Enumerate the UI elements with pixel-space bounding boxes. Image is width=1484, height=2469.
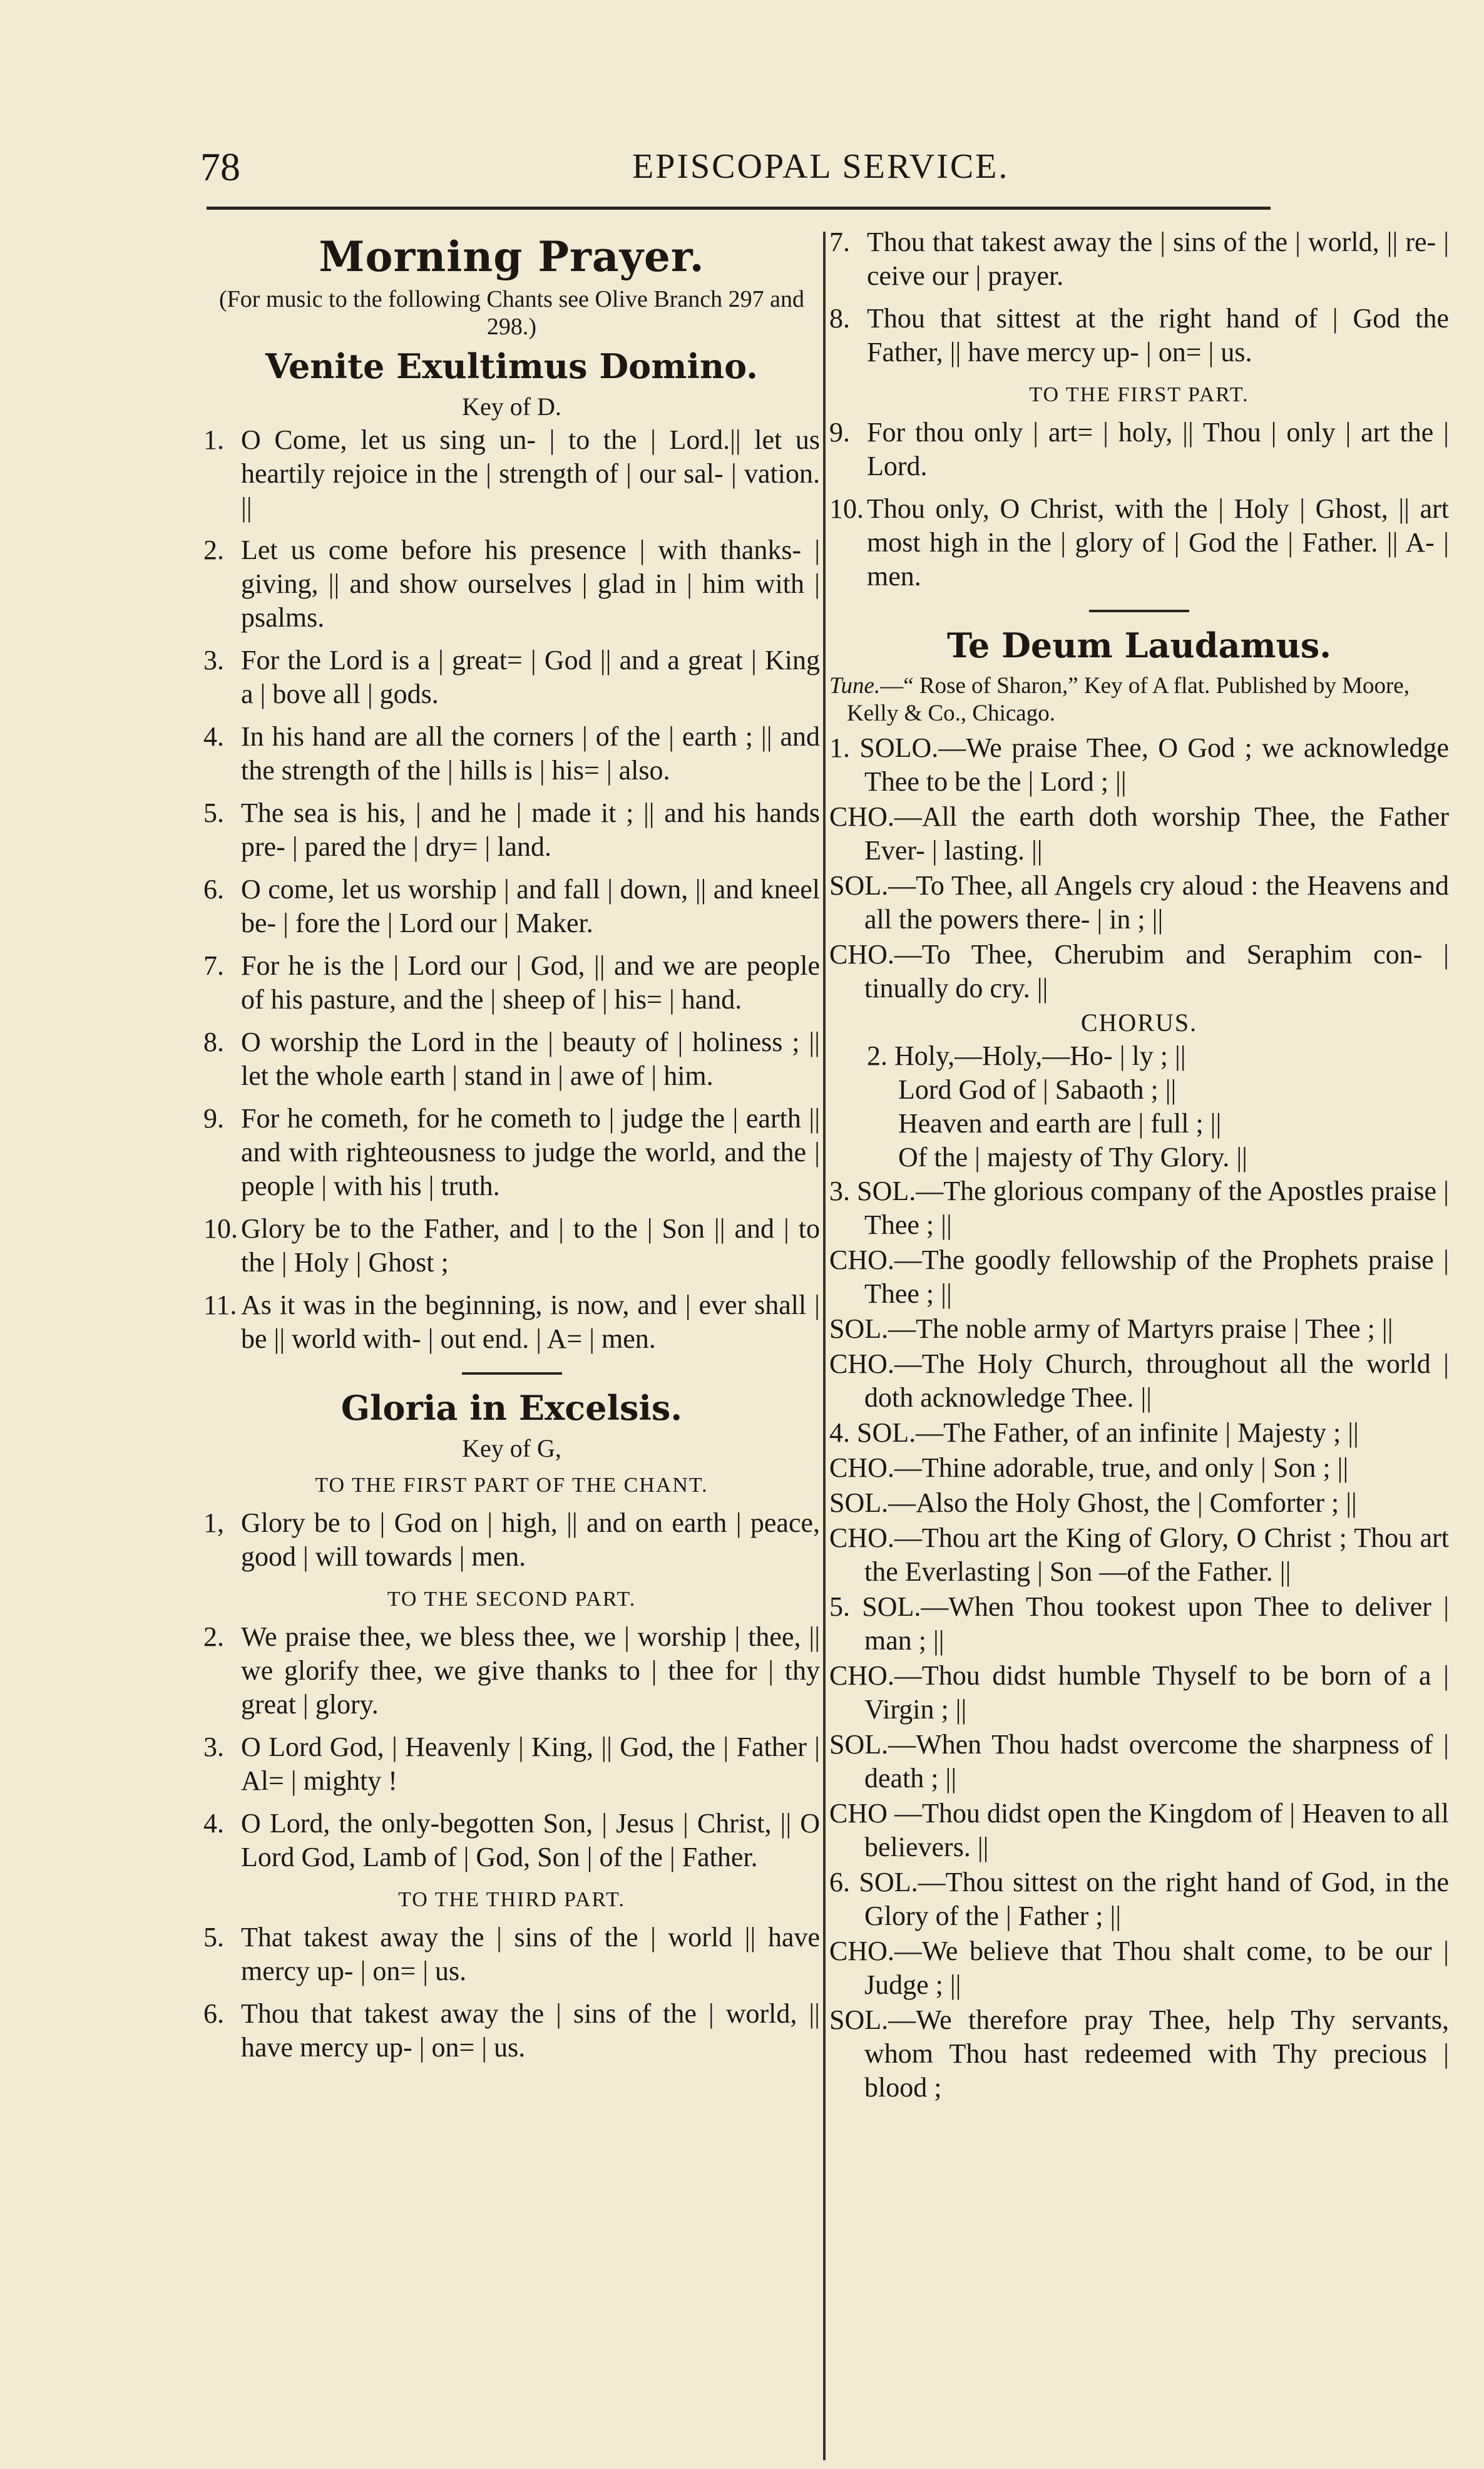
chant-entry: 5. SOL.—When Thou tookest upon Thee to deliver | man ; || [829, 1591, 1449, 1656]
chorus-number: 2. [867, 1040, 894, 1071]
verse [829, 416, 1449, 483]
verse-text: Thou that sittest at the right hand of | God the Father, || have mercy up- | on= | us. [867, 303, 1449, 367]
verse-number: 10. [829, 493, 864, 524]
music-note: (For music to the following Chants see Olive Branch 297 and 298.) [218, 286, 805, 340]
tune-text: —“ Rose of Sharon,” Key of A flat. Published by Moore, Kelly & Co., Chicago. [847, 673, 1410, 726]
section-rule [1089, 610, 1189, 612]
verse-text: O worship the Lord in the | beauty of | holiness ; || let the whole earth | stand in | awe of | him. [241, 1027, 820, 1091]
chant-entry: 4. SOL.—The Father, of an infinite | Majesty ; || [829, 1417, 1359, 1448]
verse-text: O come, let us worship | and fall | down, || and kneel be- | fore the | Lord our | Maker. [241, 874, 820, 938]
verse-number: 1. [203, 424, 224, 455]
part-heading: TO THE FIRST PART. [1029, 383, 1249, 406]
verse-number: 7. [829, 227, 850, 257]
verse [203, 1730, 820, 1798]
right-column [829, 225, 1449, 2106]
verse-number: 2. [203, 535, 224, 565]
verse-text: Glory be to | God on | high, || and on earth | peace, good | will towards | men. [241, 1507, 820, 1572]
running-title: EPISCOPAL SERVICE. [632, 147, 1010, 186]
chorus-line: Heaven and earth are | full ; || [898, 1108, 1222, 1139]
verse-text: Glory be to the Father, and | to the | Son || and | to the | Holy | Ghost ; [241, 1213, 820, 1278]
chant-entry: CHO.—We believe that Thou shalt come, to be our | Judge ; || [829, 1936, 1449, 2000]
gloria-verses-a [203, 1506, 820, 1574]
verse-text: As it was in the beginning, is now, and | ever shall | be || world with- | out end. | A= | men. [241, 1290, 820, 1354]
verse-text: Let us come before his presence | with thanks- | giving, || and show ourselves | glad in | him with | psalms. [241, 535, 820, 633]
verse [203, 1620, 820, 1722]
verse-number: 11. [203, 1290, 237, 1320]
page-number: 78 [200, 145, 240, 189]
chorus-heading: CHORUS. [1080, 1009, 1198, 1037]
chorus-line: Lord God of | Sabaoth ; || [898, 1074, 1177, 1105]
chant-entry: 1. SOLO.—We praise Thee, O God ; we acknowledge Thee to be the | Lord ; || [829, 732, 1449, 797]
verse-number: 3. [203, 645, 224, 675]
header-rule [207, 207, 1271, 210]
chant-entry: SOL.—When Thou hadst overcome the sharpness of | death ; || [829, 1729, 1449, 1794]
verse-text: O Come, let us sing un- | to the | Lord.|| let us heartily rejoice in the | strength of | our sal- | vation. || [241, 424, 820, 523]
verse-number: 9. [829, 417, 850, 448]
chant-entry: CHO.—Thou didst humble Thyself to be born of a | Virgin ; || [829, 1660, 1449, 1725]
gloria-key: Key of G, [462, 1434, 561, 1462]
verse [203, 720, 820, 788]
verse-text: Thou only, O Christ, with the | Holy | Ghost, || art most high in the | glory of | God the | Father. || A- | men. [867, 493, 1449, 592]
chorus-line [829, 1039, 1449, 1073]
verse [203, 1025, 820, 1093]
verse [203, 1102, 820, 1203]
section-rule [462, 1372, 562, 1375]
verse-number: 6. [203, 874, 224, 905]
verse-text: For thou only | art= | holy, || Thou | only | art the | Lord. [867, 417, 1449, 481]
verse-text: We praise thee, we bless thee, we | worship | thee, || we glorify thee, we give thanks to | thee for | thy great | glory. [241, 1621, 820, 1720]
tune-label: Tune. [829, 673, 881, 699]
te-deum-entries-a [829, 731, 1449, 1005]
chant-entry: CHO.—The goodly fellowship of the Prophets praise | Thee ; || [829, 1245, 1449, 1309]
chant-entry: SOL.—Also the Holy Ghost, the | Comforter ; || [829, 1487, 1357, 1518]
left-column [203, 225, 820, 2073]
verse [203, 949, 820, 1017]
part-heading: TO THE THIRD PART. [398, 1888, 625, 1911]
verse-text: In his hand are all the corners | of the | earth ; || and the strength of the | hills is | his= | also. [241, 721, 820, 786]
verse [829, 225, 1449, 293]
chorus-line: Of the | majesty of Thy Glory. || [898, 1142, 1247, 1173]
verse-text: Thou that takest away the | sins of the | world, || have mercy up- | on= | us. [241, 1998, 820, 2063]
verse [203, 1807, 820, 1874]
morning-prayer-title: Morning Prayer. [319, 232, 705, 281]
gloria-end [829, 416, 1449, 593]
venite-title: Venite Exultimus Domino. [265, 346, 758, 386]
verse-number: 5. [203, 1922, 224, 1953]
page-header [200, 144, 1277, 194]
verse-number: 10. [203, 1213, 238, 1244]
te-deum-title: Te Deum Laudamus. [946, 625, 1332, 665]
chant-entry: CHO —Thou didst open the Kingdom of | Heaven to all believers. || [829, 1798, 1449, 1862]
chant-entry: SOL.—We therefore pray Thee, help Thy servants, whom Thou hast redeemed with Thy precious | blood ; [829, 2004, 1449, 2103]
chant-entry: CHO.—Thou art the King of Glory, O Christ ; Thou art the Everlasting | Son —of the Father. || [829, 1522, 1449, 1587]
chant-entry: CHO.—To Thee, Cherubim and Seraphim con- | tinually do cry. || [829, 939, 1449, 1004]
verse-number: 3. [203, 1732, 224, 1762]
verse [829, 492, 1449, 593]
chorus-text: Holy,—Holy,—Ho- | ly ; || [894, 1040, 1186, 1071]
verse-number: 4. [203, 1808, 224, 1839]
verse [203, 423, 820, 525]
verse-number: 5. [203, 798, 224, 828]
verse-number: 7. [203, 950, 224, 981]
part-heading: TO THE SECOND PART. [387, 1588, 637, 1611]
verse-text: Thou that takest away the | sins of the | world, || re- | ceive our | prayer. [867, 227, 1449, 291]
verse-text: For the Lord is a | great= | God || and a great | King a | bove all | gods. [241, 645, 820, 709]
verse-text: O Lord God, | Heavenly | King, || God, the | Father | Al= | mighty ! [241, 1732, 820, 1796]
verse-number: 8. [829, 303, 850, 334]
verse-text: That takest away the | sins of the | world || have mercy up- | on= | us. [241, 1922, 820, 1986]
verse-number: 8. [203, 1027, 224, 1057]
verse-number: 1, [203, 1507, 224, 1538]
verse [203, 796, 820, 864]
verse [203, 1921, 820, 1988]
chant-entry: SOL.—To Thee, all Angels cry aloud : the Heavens and all the powers there- | in ; || [829, 870, 1449, 935]
verse-number: 4. [203, 721, 224, 752]
chant-entry: CHO.—All the earth doth worship Thee, the Father Ever- | lasting. || [829, 801, 1449, 866]
chant-entry: CHO.—The Holy Church, throughout all the world | doth acknowledge Thee. || [829, 1348, 1449, 1413]
chant-entry: SOL.—The noble army of Martyrs praise | Thee ; || [829, 1313, 1393, 1344]
verse [203, 1288, 820, 1356]
verse [203, 1997, 820, 2065]
column-divider [823, 232, 826, 2460]
verse-text: For he is the | Lord our | God, || and we are people of his pasture, and the | sheep of | his= | hand. [241, 950, 820, 1015]
te-deum-entries-b [829, 1174, 1449, 2105]
chant-entry: CHO.—Thine adorable, true, and only | Son ; || [829, 1452, 1349, 1483]
gloria-title: Gloria in Excelsis. [340, 1388, 683, 1428]
venite-verses [203, 423, 820, 1356]
gloria-verses-b [203, 1620, 820, 1874]
gloria-verses-c [203, 1921, 820, 2065]
verse-number: 2. [203, 1621, 224, 1652]
chorus-lines [829, 1039, 1449, 1174]
chant-entry: 6. SOL.—Thou sittest on the right hand of God, in the Glory of the | Father ; || [829, 1867, 1449, 1931]
verse [203, 1212, 820, 1280]
gloria-continued [829, 225, 1449, 369]
verse [203, 873, 820, 940]
verse [203, 1506, 820, 1574]
verse-text: O Lord, the only-begotten Son, | Jesus | Christ, || O Lord God, Lamb of | God, Son | of the | Father. [241, 1808, 820, 1872]
verse [829, 302, 1449, 369]
verse [203, 533, 820, 635]
verse-text: For he cometh, for he cometh to | judge the | earth || and with righteousness to judge the world, and the | people | with his | truth. [241, 1103, 820, 1201]
verse [203, 644, 820, 711]
venite-key: Key of D. [462, 393, 561, 421]
chant-entry: 3. SOL.—The glorious company of the Apostles praise | Thee ; || [829, 1176, 1449, 1240]
part-heading: TO THE FIRST PART OF THE CHANT. [315, 1474, 709, 1497]
verse-text: The sea is his, | and he | made it ; || and his hands pre- | pared the | dry= | land. [241, 798, 820, 862]
verse-number: 9. [203, 1103, 224, 1134]
tune-note [829, 672, 1449, 727]
verse-number: 6. [203, 1998, 224, 2029]
